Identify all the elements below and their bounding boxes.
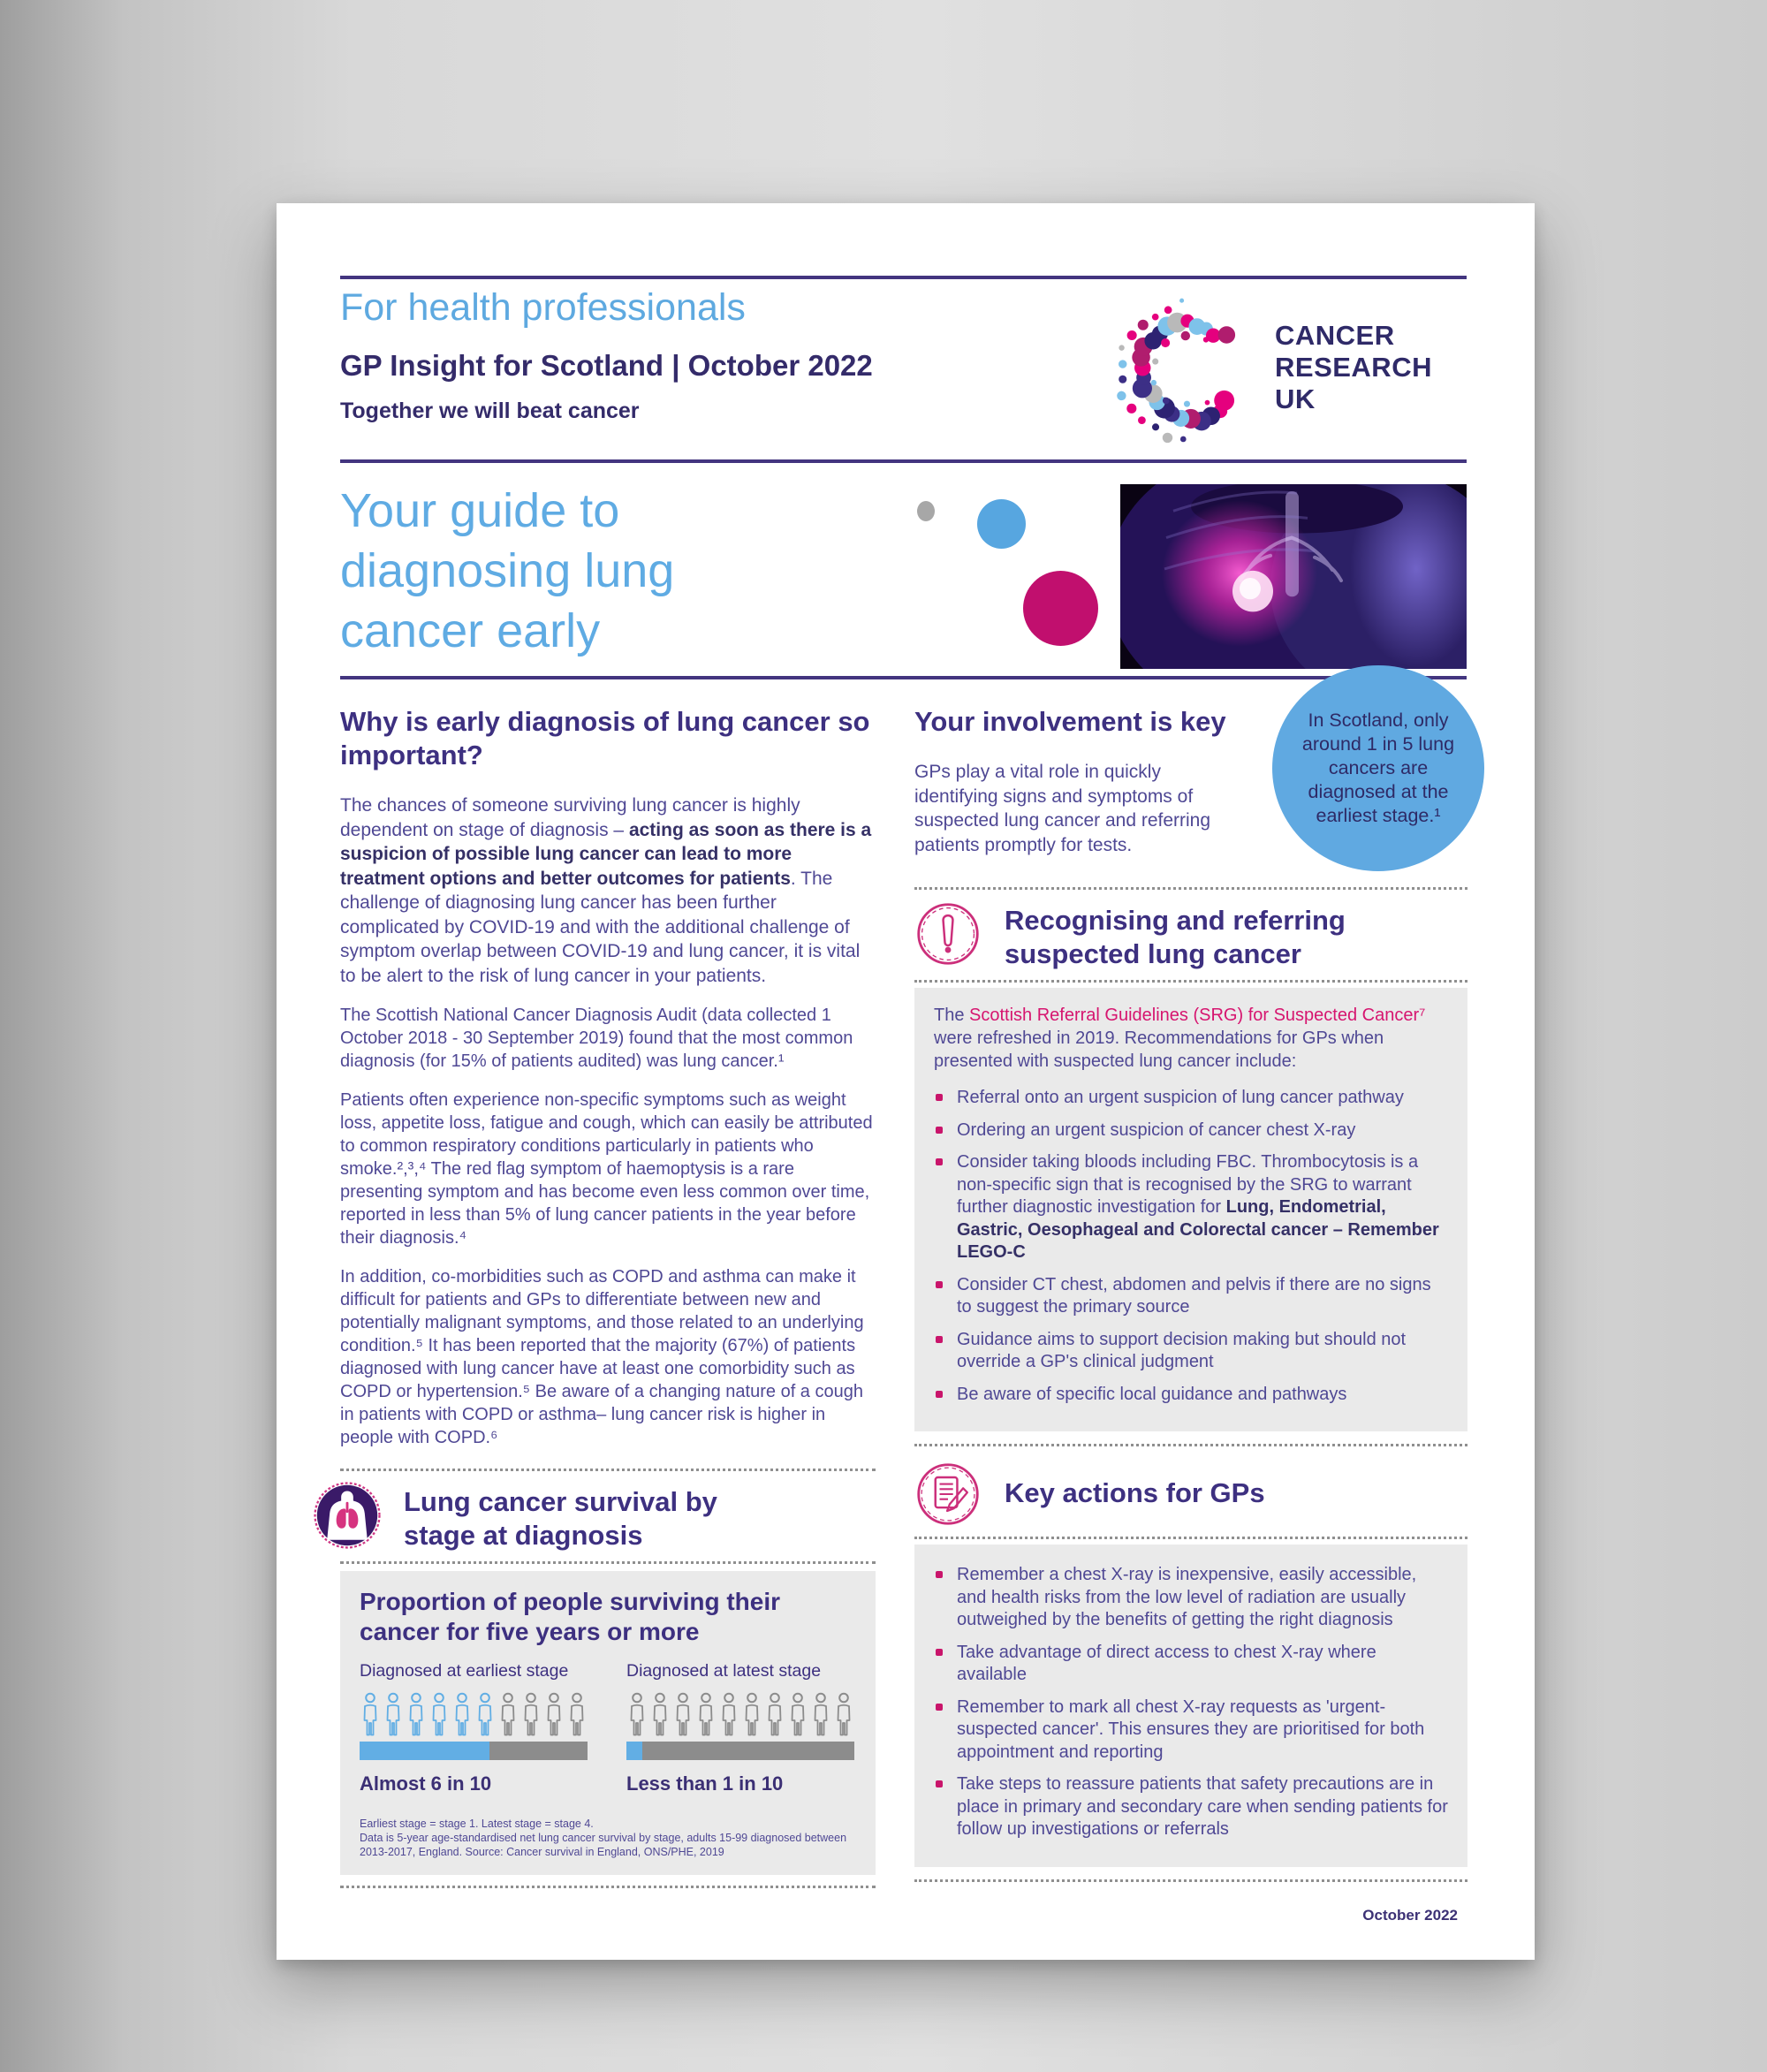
list-item: Consider CT chest, abdomen and pelvis if there are no signs to suggest the primary source: [934, 1274, 1448, 1319]
person-icon: [649, 1692, 671, 1738]
separator: [914, 1879, 1467, 1882]
separator: [340, 1886, 876, 1888]
recognising-section-header: [914, 900, 1467, 971]
key-actions-section-header: [914, 1461, 1467, 1528]
recognising-bullet-list: [934, 1087, 1448, 1406]
person-icon: [428, 1692, 450, 1738]
cruk-logo-line2: RESEARCH: [1275, 352, 1432, 383]
bullet-icon: [936, 1391, 943, 1398]
list-item: Referral onto an urgent suspicion of lung cancer pathway: [934, 1087, 1448, 1110]
stat-bubble-text: In Scotland, only around 1 in 5 lung cancers are diagnosed at the earliest stage.¹: [1301, 710, 1455, 826]
pictogram-row: [626, 1692, 854, 1738]
person-icon: [833, 1692, 854, 1738]
bullet-icon: [936, 1649, 943, 1656]
list-item: Guidance aims to support decision making but should not override a GP's clinical judgment: [934, 1329, 1448, 1374]
why-paragraph-3: Patients often experience non-specific symptoms such as weight loss, appetite loss, fatigue and cough, which can easily be attributed to common respiratory conditions particularly in patients who smoke.²,³,⁴ The red flag symptom of haemoptysis is a rare presenting symptom and has become even less common over time, reported in less than 5% of lung cancer patients in the year before their diagnosis.⁴: [340, 1090, 873, 1248]
person-icon: [474, 1692, 496, 1738]
pictogram-group-earliest: [360, 1661, 588, 1795]
list-item: Be aware of specific local guidance and pathways: [934, 1384, 1448, 1407]
decor-dot-magenta: [1023, 571, 1098, 646]
bullet-icon: [936, 1780, 943, 1787]
person-icon: [406, 1692, 427, 1738]
survival-chart-box: [340, 1571, 876, 1875]
chart-footnotes: [360, 1817, 856, 1859]
list-item: Take advantage of direct access to chest X-ray where available: [934, 1642, 1448, 1687]
person-icon: [718, 1692, 739, 1738]
left-column: [340, 705, 876, 1888]
list-item: Remember to mark all chest X-ray requests as 'urgent-suspected cancer'. This ensures they are prioritised for both appointment and reporting: [934, 1696, 1448, 1765]
chart-title: Proportion of people surviving their cancer for five years or more: [360, 1588, 781, 1645]
pictogram-group-latest: [626, 1661, 854, 1795]
chart-footnote-2: Data is 5-year age-standardised net lung cancer survival by stage, adults 15-99 diagnosed between 2013-2017, England. Source: Cancer survival in England, ONS/PHE, 2019: [360, 1832, 847, 1858]
pictogram-groups: [360, 1661, 856, 1795]
decor-dot-gray: [917, 501, 935, 521]
group-label: Diagnosed at latest stage: [626, 1661, 822, 1681]
person-icon: [360, 1692, 381, 1738]
why-paragraph-1: The chances of someone surviving lung cancer is highly dependent on stage of diagnosis – acting as soon as there is a suspicion of possible lung cancer can lead to more treatment options and better outcomes for patients. The challenge of diagnosing lung cancer has been further complicated by COVID-19 and with the additional challenge of symptom overlap between COVID-19 and lung cancer, it is vital to be alert to the risk of lung cancer in your patients.: [340, 795, 872, 986]
person-icon: [764, 1692, 785, 1738]
cruk-logo: [1114, 297, 1469, 449]
separator: [914, 887, 1467, 890]
tagline: Together we will beat cancer: [340, 398, 640, 423]
hero-rule: [340, 676, 1467, 679]
audience-label: For health professionals: [340, 286, 746, 329]
bullet-icon: [936, 1127, 943, 1134]
survival-heading: Lung cancer survival by stage at diagnosis: [404, 1486, 717, 1551]
person-icon: [787, 1692, 808, 1738]
cruk-c-dots-icon: [1114, 297, 1264, 445]
key-actions-heading: Key actions for GPs: [1005, 1477, 1265, 1508]
page-title: Your guide to diagnosing lung cancer early: [340, 484, 675, 657]
bullet-icon: [936, 1158, 943, 1165]
bullet-icon: [936, 1281, 943, 1288]
publication-date: October 2022: [1362, 1907, 1458, 1924]
chart-footnote-1: Earliest stage = stage 1. Latest stage = stage 4.: [360, 1818, 594, 1830]
value-label: Less than 1 in 10: [626, 1772, 784, 1795]
key-actions-box: [914, 1545, 1467, 1867]
srg-guidelines-link[interactable]: Scottish Referral Guidelines (SRG) for Suspected Cancer⁷: [969, 1006, 1426, 1025]
recognising-box: [914, 988, 1467, 1431]
survival-section-header: [314, 1482, 876, 1552]
checklist-pencil-icon: [914, 1461, 982, 1528]
separator: [340, 1469, 876, 1471]
proportion-bar: [626, 1742, 854, 1760]
why-heading: Why is early diagnosis of lung cancer so important?: [340, 706, 870, 770]
masthead-rule: [340, 459, 1467, 463]
involvement-body: GPs play a vital role in quickly identifying signs and symptoms of suspected lung cancer and referring patients promptly for tests.: [914, 762, 1211, 855]
person-icon: [497, 1692, 519, 1738]
separator: [340, 1561, 876, 1564]
bullet-icon: [936, 1094, 943, 1101]
person-icon: [543, 1692, 565, 1738]
cruk-logo-line3: UK: [1275, 383, 1316, 414]
person-icon: [695, 1692, 717, 1738]
group-label: Diagnosed at earliest stage: [360, 1661, 569, 1681]
lung-xray-image: [1120, 484, 1467, 669]
value-label: Almost 6 in 10: [360, 1772, 492, 1795]
lungs-icon: [314, 1482, 381, 1549]
list-item: Ordering an urgent suspicion of cancer chest X-ray: [934, 1119, 1448, 1142]
recognising-intro: The Scottish Referral Guidelines (SRG) for Suspected Cancer⁷ were refreshed in 2019. Recommendations for GPs when presented with suspected lung cancer include:: [934, 1006, 1426, 1071]
list-item: Consider taking bloods including FBC. Thrombocytosis is a non-specific sign that is recognised by the SRG to warrant further diagnostic investigation for Lung, Endometrial, Gastric, Oesophageal and Colorectal cancer – Remember LEGO-C: [934, 1151, 1448, 1264]
person-icon: [566, 1692, 588, 1738]
proportion-bar: [360, 1742, 588, 1760]
key-actions-bullet-list: [934, 1564, 1448, 1841]
list-item: Remember a chest X-ray is inexpensive, easily accessible, and health risks from the low level of radiation are usually outweighed by the benefits of getting the right diagnosis: [934, 1564, 1448, 1632]
edition-title: GP Insight for Scotland | October 2022: [340, 349, 873, 382]
why-paragraph-4: In addition, co-morbidities such as COPD and asthma can make it difficult for patients and GPs to differentiate between new and potentially malignant symptoms, and those related to an underlying condition.⁵ It has been reported that the majority (67%) of patients diagnosed with lung cancer have at least one comorbidity such as COPD or hypertension.⁵ Be aware of a changing nature of a cough in patients with COPD or asthma– lung cancer risk is higher in people with COPD.⁶: [340, 1267, 864, 1447]
bullet-icon: [936, 1571, 943, 1578]
decor-dot-blue: [977, 499, 1026, 549]
cruk-logo-text: [1275, 320, 1432, 415]
recognising-heading: Recognising and referring suspected lung cancer: [1005, 905, 1346, 969]
cruk-logo-line1: CANCER: [1275, 320, 1395, 351]
list-item: Take steps to reassure patients that safety precautions are in place in primary and secondary care when sending patients for follow up investigations or referrals: [934, 1773, 1448, 1841]
person-icon: [741, 1692, 762, 1738]
separator: [914, 1444, 1467, 1446]
exclamation-icon: [914, 900, 982, 968]
person-icon: [383, 1692, 404, 1738]
person-icon: [451, 1692, 473, 1738]
separator: [914, 980, 1467, 983]
separator: [914, 1537, 1467, 1539]
pictogram-row: [360, 1692, 588, 1738]
leaflet-page: [277, 203, 1535, 1960]
why-paragraph-2: The Scottish National Cancer Diagnosis Audit (data collected 1 October 2018 - 30 September 2019) found that the most common diagnosis (for 15% of patients audited) was lung cancer.¹: [340, 1006, 853, 1071]
right-column: [914, 705, 1467, 1882]
involvement-heading: Your involvement is key: [914, 706, 1226, 737]
person-icon: [626, 1692, 648, 1738]
person-icon: [672, 1692, 694, 1738]
bullet-icon: [936, 1704, 943, 1711]
top-rule: [340, 276, 1467, 279]
bullet-icon: [936, 1336, 943, 1343]
person-icon: [520, 1692, 542, 1738]
person-icon: [810, 1692, 831, 1738]
